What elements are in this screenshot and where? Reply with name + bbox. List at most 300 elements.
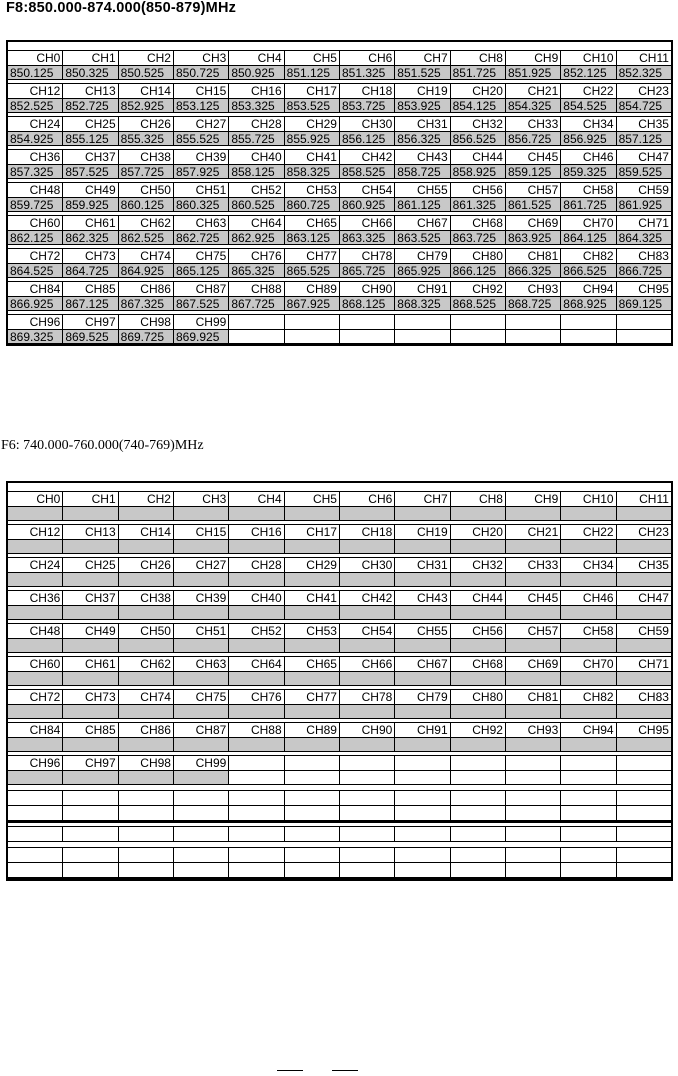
channel-frequency <box>340 771 395 786</box>
channel-label: CH44 <box>451 591 506 606</box>
channel-label: CH77 <box>285 249 340 264</box>
channel-label: CH42 <box>340 150 395 165</box>
channel-frequency: 863.725 <box>451 231 506 246</box>
channel-label-row <box>8 315 671 330</box>
blank-cell <box>451 863 506 877</box>
channel-frequency: 860.925 <box>340 198 395 213</box>
channel-frequency <box>395 771 450 786</box>
channel-label: CH96 <box>8 315 63 330</box>
channel-label: CH78 <box>340 249 395 264</box>
channel-label: CH47 <box>617 150 671 165</box>
channel-frequency <box>119 705 174 720</box>
channel-label: CH63 <box>174 216 229 231</box>
channel-label: CH84 <box>8 282 63 297</box>
blank-cell <box>119 863 174 877</box>
channel-label: CH77 <box>285 690 340 705</box>
blank-cell <box>561 791 616 805</box>
channel-frequency-row <box>8 573 671 588</box>
row-separator <box>8 42 671 51</box>
blank-cell <box>561 863 616 877</box>
channel-frequency <box>561 771 616 786</box>
channel-label: CH94 <box>561 282 616 297</box>
channel-frequency <box>8 738 63 753</box>
channel-label-row <box>8 282 671 297</box>
channel-frequency <box>63 672 118 687</box>
channel-frequency: 854.925 <box>8 132 63 147</box>
blank-cell <box>451 806 506 820</box>
channel-label: CH43 <box>395 150 450 165</box>
channel-label: CH26 <box>119 117 174 132</box>
channel-label: CH43 <box>395 591 450 606</box>
channel-frequency <box>451 738 506 753</box>
blank-cell <box>285 806 340 820</box>
channel-label: CH86 <box>119 282 174 297</box>
channel-label: CH87 <box>174 282 229 297</box>
channel-frequency: 867.325 <box>119 297 174 312</box>
channel-frequency <box>229 330 284 345</box>
channel-frequency <box>119 771 174 786</box>
channel-frequency <box>174 771 229 786</box>
channel-label: CH54 <box>340 183 395 198</box>
channel-label: CH91 <box>395 723 450 738</box>
channel-frequency: 850.525 <box>119 66 174 81</box>
channel-frequency <box>395 540 450 555</box>
channel-frequency <box>561 540 616 555</box>
channel-label: CH70 <box>561 657 616 672</box>
channel-frequency: 850.725 <box>174 66 229 81</box>
channel-frequency <box>395 330 450 345</box>
channel-frequency-row <box>8 198 671 213</box>
channel-frequency <box>395 573 450 588</box>
channel-label: CH61 <box>63 216 118 231</box>
channel-frequency-row <box>8 66 671 81</box>
channel-label-row <box>8 657 671 672</box>
channel-frequency <box>561 573 616 588</box>
channel-frequency: 868.925 <box>561 297 616 312</box>
channel-frequency <box>617 672 671 687</box>
channel-label: CH58 <box>561 624 616 639</box>
channel-frequency <box>63 771 118 786</box>
channel-frequency: 856.125 <box>340 132 395 147</box>
channel-label: CH24 <box>8 117 63 132</box>
blank-cell <box>63 827 118 841</box>
channel-label: CH82 <box>561 690 616 705</box>
channel-label: CH37 <box>63 150 118 165</box>
channel-frequency: 867.525 <box>174 297 229 312</box>
blank-cell <box>617 791 671 805</box>
channel-frequency: 854.725 <box>617 99 671 114</box>
channel-frequency <box>617 540 671 555</box>
channel-label: CH46 <box>561 591 616 606</box>
channel-frequency <box>340 606 395 621</box>
channel-frequency <box>506 672 561 687</box>
blank-cell <box>174 863 229 877</box>
channel-frequency: 852.725 <box>63 99 118 114</box>
channel-frequency: 862.525 <box>119 231 174 246</box>
channel-label <box>617 756 671 771</box>
channel-frequency: 855.325 <box>119 132 174 147</box>
channel-label: CH99 <box>174 315 229 330</box>
blank-cell <box>229 848 284 862</box>
channel-label: CH86 <box>119 723 174 738</box>
channel-frequency-row <box>8 540 671 555</box>
channel-frequency <box>451 330 506 345</box>
channel-frequency <box>8 573 63 588</box>
channel-label: CH0 <box>8 51 63 66</box>
channel-label-row <box>8 624 671 639</box>
channel-label: CH21 <box>506 525 561 540</box>
channel-label: CH64 <box>229 657 284 672</box>
channel-label: CH22 <box>561 84 616 99</box>
channel-label: CH72 <box>8 249 63 264</box>
channel-frequency: 852.925 <box>119 99 174 114</box>
blank-cell <box>561 806 616 820</box>
channel-frequency <box>8 771 63 786</box>
channel-frequency: 857.525 <box>63 165 118 180</box>
channel-frequency <box>8 672 63 687</box>
channel-frequency: 862.325 <box>63 231 118 246</box>
channel-label: CH94 <box>561 723 616 738</box>
channel-label: CH67 <box>395 216 450 231</box>
channel-frequency: 868.525 <box>451 297 506 312</box>
blank-cell <box>617 863 671 877</box>
channel-label: CH85 <box>63 723 118 738</box>
channel-label: CH71 <box>617 216 671 231</box>
channel-label-row <box>8 216 671 231</box>
channel-label: CH68 <box>451 657 506 672</box>
channel-frequency: 856.325 <box>395 132 450 147</box>
channel-label-row <box>8 150 671 165</box>
channel-frequency <box>119 639 174 654</box>
channel-frequency: 859.325 <box>561 165 616 180</box>
channel-label: CH39 <box>174 591 229 606</box>
channel-label: CH27 <box>174 117 229 132</box>
channel-label: CH18 <box>340 84 395 99</box>
channel-label: CH10 <box>561 51 616 66</box>
channel-label: CH38 <box>119 150 174 165</box>
channel-frequency: 858.925 <box>451 165 506 180</box>
blank-cell <box>617 806 671 820</box>
channel-frequency <box>285 672 340 687</box>
channel-label: CH45 <box>506 150 561 165</box>
channel-label: CH90 <box>340 723 395 738</box>
row-separator <box>8 483 671 492</box>
channel-label: CH2 <box>119 492 174 507</box>
channel-frequency <box>617 606 671 621</box>
channel-frequency <box>617 738 671 753</box>
blank-cell <box>451 827 506 841</box>
channel-label: CH49 <box>63 624 118 639</box>
channel-frequency: 852.525 <box>8 99 63 114</box>
channel-frequency: 853.525 <box>285 99 340 114</box>
channel-label: CH13 <box>63 525 118 540</box>
channel-label: CH83 <box>617 249 671 264</box>
channel-frequency <box>119 606 174 621</box>
channel-frequency <box>174 705 229 720</box>
channel-label: CH8 <box>451 492 506 507</box>
channel-label <box>617 315 671 330</box>
channel-label: CH29 <box>285 558 340 573</box>
blank-cell <box>174 827 229 841</box>
channel-frequency: 866.525 <box>561 264 616 279</box>
channel-frequency <box>229 540 284 555</box>
blank-cell <box>506 806 561 820</box>
blank-cell <box>506 863 561 877</box>
channel-frequency: 860.325 <box>174 198 229 213</box>
blank-cell <box>8 848 63 862</box>
channel-label: CH67 <box>395 657 450 672</box>
channel-frequency: 865.925 <box>395 264 450 279</box>
channel-frequency <box>8 507 63 522</box>
channel-label: CH69 <box>506 657 561 672</box>
channel-label <box>285 756 340 771</box>
channel-label: CH99 <box>174 756 229 771</box>
channel-frequency: 865.725 <box>340 264 395 279</box>
channel-frequency <box>506 639 561 654</box>
channel-label: CH4 <box>229 492 284 507</box>
channel-frequency: 865.325 <box>229 264 284 279</box>
channel-label: CH74 <box>119 249 174 264</box>
blank-cell <box>561 848 616 862</box>
channel-frequency <box>561 705 616 720</box>
blank-cell <box>340 827 395 841</box>
channel-frequency <box>285 639 340 654</box>
blank-cell <box>561 827 616 841</box>
channel-frequency <box>395 507 450 522</box>
channel-label: CH93 <box>506 723 561 738</box>
channel-label: CH18 <box>340 525 395 540</box>
channel-frequency: 856.525 <box>451 132 506 147</box>
channel-frequency <box>229 672 284 687</box>
channel-label: CH51 <box>174 624 229 639</box>
blank-row <box>8 806 671 821</box>
channel-frequency: 869.925 <box>174 330 229 345</box>
channel-label: CH15 <box>174 525 229 540</box>
channel-label: CH16 <box>229 525 284 540</box>
channel-label: CH3 <box>174 492 229 507</box>
channel-frequency <box>285 540 340 555</box>
channel-frequency: 855.125 <box>63 132 118 147</box>
channel-label: CH24 <box>8 558 63 573</box>
channel-label <box>395 756 450 771</box>
channel-frequency: 869.125 <box>617 297 671 312</box>
channel-label: CH14 <box>119 525 174 540</box>
channel-frequency <box>285 330 340 345</box>
channel-frequency: 865.125 <box>174 264 229 279</box>
channel-label-row <box>8 690 671 705</box>
channel-label: CH21 <box>506 84 561 99</box>
channel-frequency: 864.925 <box>119 264 174 279</box>
channel-frequency <box>617 507 671 522</box>
channel-label: CH28 <box>229 558 284 573</box>
channel-label: CH93 <box>506 282 561 297</box>
channel-frequency: 861.525 <box>506 198 561 213</box>
channel-frequency <box>340 540 395 555</box>
channel-label: CH81 <box>506 690 561 705</box>
channel-label: CH59 <box>617 183 671 198</box>
channel-frequency <box>63 738 118 753</box>
blank-cell <box>119 848 174 862</box>
channel-frequency <box>561 330 616 345</box>
channel-frequency: 853.125 <box>174 99 229 114</box>
channel-frequency <box>561 639 616 654</box>
channel-label: CH32 <box>451 558 506 573</box>
channel-label: CH41 <box>285 591 340 606</box>
channel-label: CH31 <box>395 117 450 132</box>
channel-frequency <box>63 606 118 621</box>
blank-cell <box>395 827 450 841</box>
channel-frequency <box>285 705 340 720</box>
channel-frequency <box>285 573 340 588</box>
channel-label: CH88 <box>229 723 284 738</box>
channel-label: CH41 <box>285 150 340 165</box>
blank-cell <box>506 827 561 841</box>
channel-frequency <box>8 606 63 621</box>
channel-frequency: 861.925 <box>617 198 671 213</box>
channel-frequency: 851.125 <box>285 66 340 81</box>
channel-frequency <box>561 672 616 687</box>
channel-label: CH52 <box>229 183 284 198</box>
channel-label: CH13 <box>63 84 118 99</box>
channel-frequency <box>395 738 450 753</box>
channel-frequency <box>340 672 395 687</box>
channel-label: CH81 <box>506 249 561 264</box>
blank-cell <box>229 791 284 805</box>
channel-frequency: 865.525 <box>285 264 340 279</box>
channel-frequency-row <box>8 99 671 114</box>
channel-label: CH66 <box>340 216 395 231</box>
channel-label: CH89 <box>285 282 340 297</box>
blank-cell <box>506 791 561 805</box>
channel-frequency: 860.725 <box>285 198 340 213</box>
channel-frequency: 869.525 <box>63 330 118 345</box>
channel-label: CH92 <box>451 282 506 297</box>
channel-label: CH50 <box>119 183 174 198</box>
channel-frequency: 857.125 <box>617 132 671 147</box>
channel-label <box>395 315 450 330</box>
channel-frequency <box>174 540 229 555</box>
channel-frequency-row <box>8 705 671 720</box>
channel-frequency <box>561 507 616 522</box>
channel-frequency <box>119 672 174 687</box>
channel-frequency <box>174 606 229 621</box>
channel-frequency: 858.125 <box>229 165 284 180</box>
f6-band-title: F6: 740.000-760.000(740-769)MHz <box>1 438 204 453</box>
channel-label: CH25 <box>63 558 118 573</box>
channel-frequency: 862.125 <box>8 231 63 246</box>
channel-frequency <box>506 606 561 621</box>
channel-label: CH87 <box>174 723 229 738</box>
channel-label: CH54 <box>340 624 395 639</box>
channel-frequency <box>451 606 506 621</box>
blank-cell <box>174 806 229 820</box>
blank-cell <box>229 863 284 877</box>
channel-frequency: 859.525 <box>617 165 671 180</box>
channel-frequency: 857.325 <box>8 165 63 180</box>
channel-frequency: 853.725 <box>340 99 395 114</box>
channel-frequency <box>340 507 395 522</box>
channel-label: CH55 <box>395 183 450 198</box>
f6-channel-table <box>6 481 673 881</box>
channel-frequency: 861.325 <box>451 198 506 213</box>
channel-label: CH96 <box>8 756 63 771</box>
channel-frequency <box>451 771 506 786</box>
channel-frequency: 860.125 <box>119 198 174 213</box>
channel-frequency <box>63 540 118 555</box>
channel-frequency <box>451 507 506 522</box>
channel-frequency: 867.125 <box>63 297 118 312</box>
channel-label: CH48 <box>8 183 63 198</box>
channel-frequency <box>506 771 561 786</box>
channel-label <box>285 315 340 330</box>
channel-frequency <box>285 606 340 621</box>
channel-label: CH51 <box>174 183 229 198</box>
channel-label-row <box>8 558 671 573</box>
channel-label: CH59 <box>617 624 671 639</box>
channel-frequency <box>617 705 671 720</box>
channel-frequency <box>8 639 63 654</box>
channel-frequency-row <box>8 507 671 522</box>
channel-frequency: 864.525 <box>8 264 63 279</box>
channel-label: CH62 <box>119 216 174 231</box>
channel-frequency <box>174 573 229 588</box>
channel-frequency: 861.125 <box>395 198 450 213</box>
channel-label: CH30 <box>340 558 395 573</box>
channel-label: CH2 <box>119 51 174 66</box>
channel-frequency <box>506 573 561 588</box>
channel-label: CH95 <box>617 282 671 297</box>
channel-frequency: 852.325 <box>617 66 671 81</box>
channel-label: CH20 <box>451 525 506 540</box>
channel-frequency <box>451 540 506 555</box>
channel-label: CH69 <box>506 216 561 231</box>
channel-frequency: 851.325 <box>340 66 395 81</box>
channel-label: CH47 <box>617 591 671 606</box>
channel-frequency: 867.925 <box>285 297 340 312</box>
footer-rule-right <box>332 1070 358 1071</box>
channel-label: CH72 <box>8 690 63 705</box>
channel-label: CH79 <box>395 690 450 705</box>
channel-frequency-row <box>8 639 671 654</box>
blank-cell <box>340 806 395 820</box>
channel-label: CH97 <box>63 315 118 330</box>
channel-label: CH15 <box>174 84 229 99</box>
channel-label: CH19 <box>395 84 450 99</box>
channel-label: CH53 <box>285 624 340 639</box>
channel-label: CH91 <box>395 282 450 297</box>
channel-frequency: 866.125 <box>451 264 506 279</box>
channel-frequency <box>285 507 340 522</box>
channel-label: CH80 <box>451 249 506 264</box>
blank-cell <box>63 848 118 862</box>
channel-label: CH11 <box>617 51 671 66</box>
channel-frequency: 864.125 <box>561 231 616 246</box>
channel-label: CH42 <box>340 591 395 606</box>
channel-frequency: 853.325 <box>229 99 284 114</box>
blank-cell <box>285 863 340 877</box>
channel-label: CH17 <box>285 525 340 540</box>
channel-label-row <box>8 492 671 507</box>
channel-label: CH71 <box>617 657 671 672</box>
channel-frequency <box>561 738 616 753</box>
channel-frequency: 866.925 <box>8 297 63 312</box>
channel-frequency: 858.325 <box>285 165 340 180</box>
channel-label: CH33 <box>506 117 561 132</box>
channel-label: CH58 <box>561 183 616 198</box>
channel-frequency <box>561 606 616 621</box>
channel-label: CH79 <box>395 249 450 264</box>
channel-label-row <box>8 51 671 66</box>
